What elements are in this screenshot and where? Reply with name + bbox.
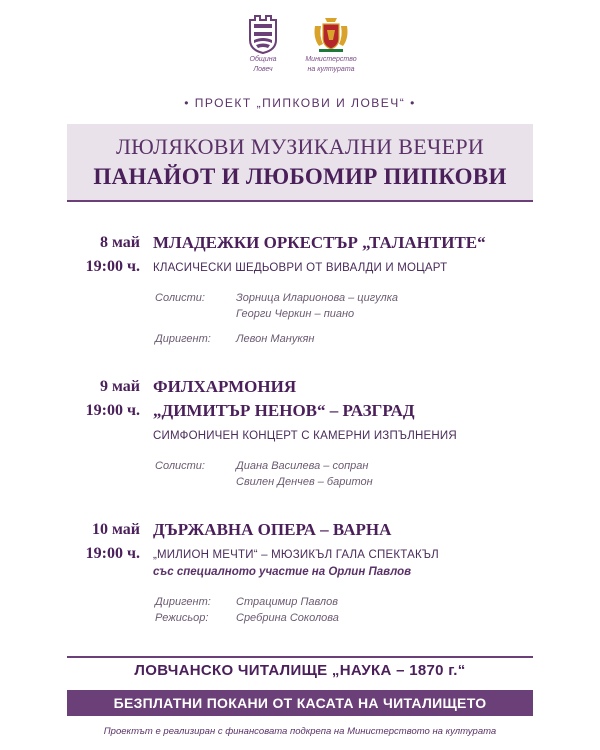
ministry-logo (296, 14, 366, 74)
event-special-guest: със специалното участие на Орлин Павлов (153, 566, 412, 578)
event-date: 10 май (91, 521, 140, 538)
soloists-label: Солисти: (155, 460, 205, 472)
conductor-label: Диригент: (155, 596, 211, 608)
conductor: Страцимир Павлов (236, 596, 338, 608)
event-title-line-2: „ДИМИТЪР НЕНОВ“ – РАЗГРАД (153, 401, 415, 420)
festival-subtitle: ПАНАЙОТ И ЛЮБОМИР ПИПКОВИ (93, 164, 507, 189)
soloist: Георги Черкин – пиано (236, 308, 355, 320)
soloist: Диана Василева – сопран (236, 460, 369, 472)
municipality-caption-2: Ловеч (253, 66, 273, 73)
director-label: Режисьор: (155, 612, 209, 624)
event-date: 9 май (99, 378, 140, 395)
event-subtitle: КЛАСИЧЕСКИ ШЕДЬОВРИ ОТ ВИВАЛДИ И МОЦАРТ (153, 262, 448, 274)
funding-note: Проектът е реализиран с финансовата подкрепа на Министерството на културата (103, 726, 497, 737)
festival-title: ЛЮЛЯКОВИ МУЗИКАЛНИ ВЕЧЕРИ (115, 134, 485, 159)
logos (0, 14, 600, 84)
ministry-caption-1: Министерство (305, 56, 357, 63)
municipality-logo (228, 14, 298, 74)
soloists-label: Солисти: (155, 292, 205, 304)
event-title: ДЪРЖАВНА ОПЕРА – ВАРНА (153, 520, 392, 539)
event-title: МЛАДЕЖКИ ОРКЕСТЪР „ТАЛАНТИТЕ“ (153, 233, 486, 252)
event-subtitle: „МИЛИОН МЕЧТИ“ – МЮЗИКЪЛ ГАЛА СПЕКТАКЪЛ (153, 549, 439, 561)
director: Сребрина Соколова (236, 612, 339, 624)
municipality-caption-1: Община (249, 56, 277, 63)
free-invitations-banner: БЕЗПЛАТНИ ПОКАНИ ОТ КАСАТА НА ЧИТАЛИЩЕТО (67, 690, 533, 716)
event-time: 19:00 ч. (85, 258, 140, 275)
conductor: Левон Манукян (236, 333, 315, 345)
bulgaria-coat-of-arms-icon (311, 14, 351, 54)
project-name: • ПРОЕКТ „ПИПКОВИ И ЛОВЕЧ“ • (184, 96, 416, 110)
venue: ЛОВЧАНСКО ЧИТАЛИЩЕ „НАУКА – 1870 г.“ (67, 656, 533, 684)
event-time: 19:00 ч. (85, 545, 140, 562)
soloist: Зорница Иларионова – цигулка (236, 292, 399, 304)
lovech-coat-of-arms-icon (248, 14, 278, 54)
ministry-caption-2: на културата (307, 66, 355, 73)
title-band (67, 124, 533, 202)
event-time: 19:00 ч. (85, 402, 140, 419)
soloist: Свилен Денчев – баритон (236, 476, 373, 488)
event-title-line-1: ФИЛХАРМОНИЯ (153, 377, 297, 396)
event-date: 8 май (99, 234, 140, 251)
conductor-label: Диригент: (155, 333, 211, 345)
event-subtitle: СИМФОНИЧЕН КОНЦЕРТ С КАМЕРНИ ИЗПЪЛНЕНИЯ (153, 430, 457, 442)
